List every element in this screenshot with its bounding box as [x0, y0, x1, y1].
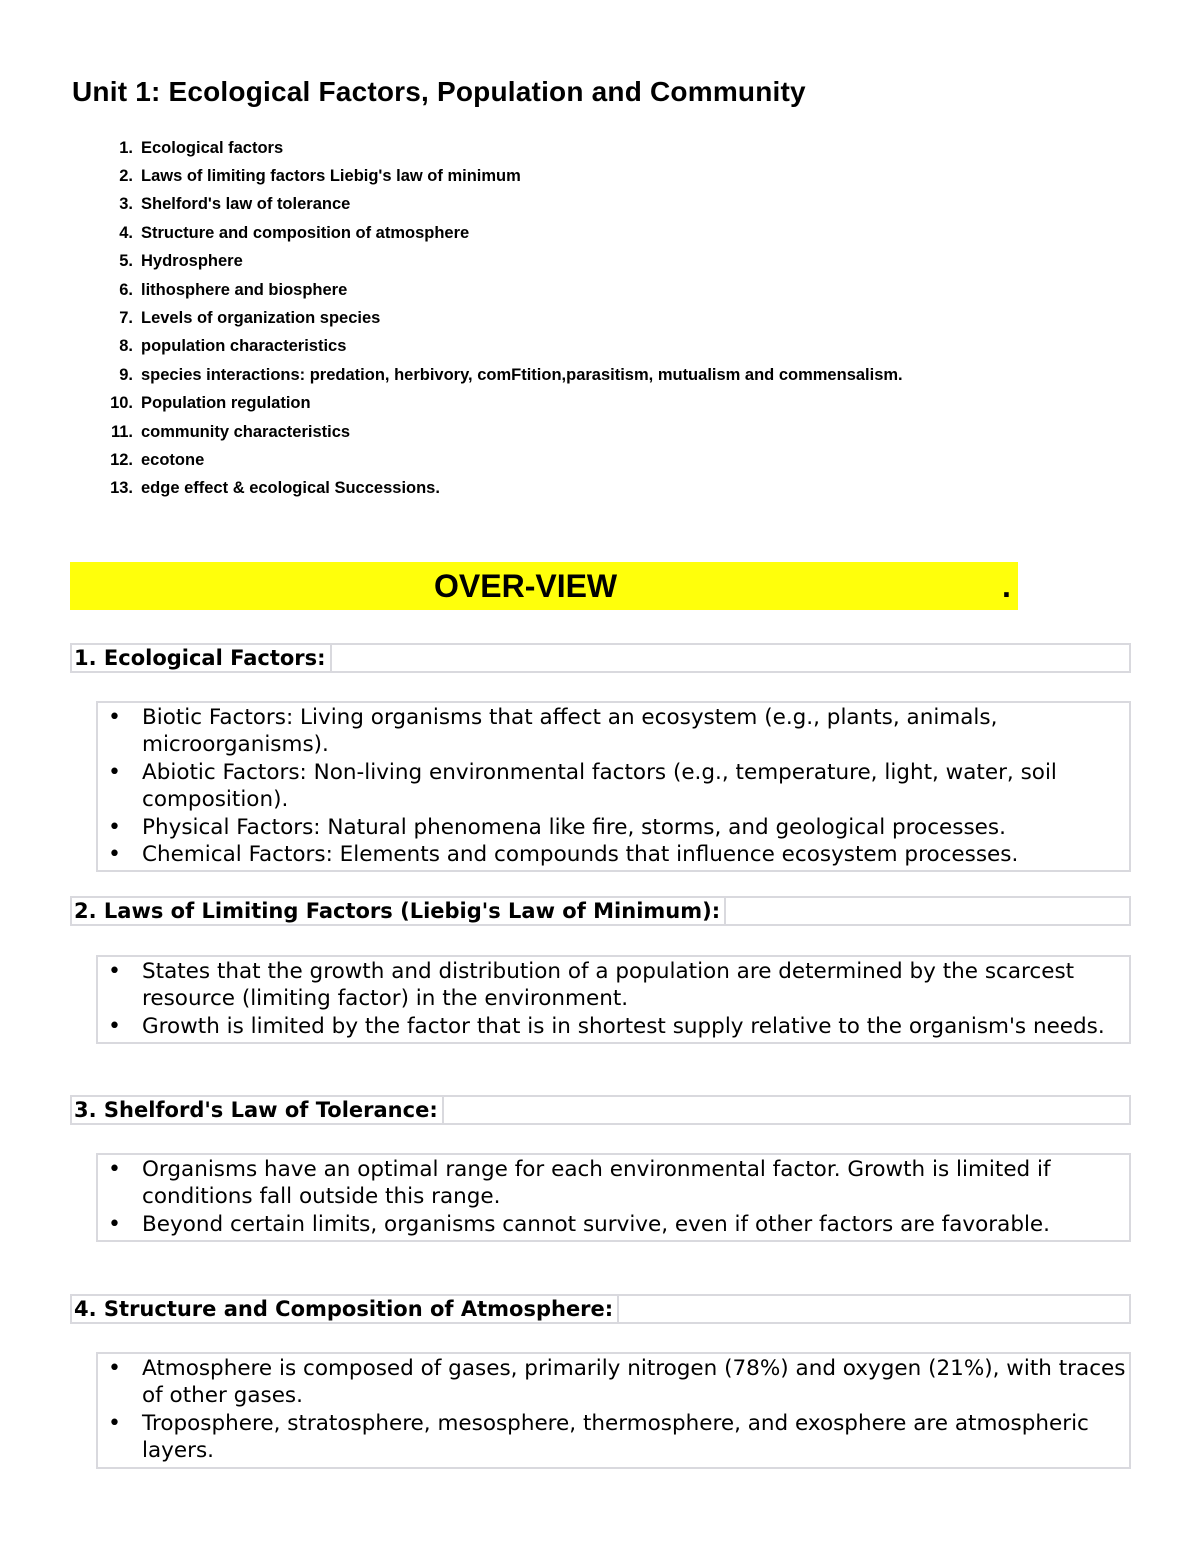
section-bullets — [96, 955, 1131, 1044]
bullet-item: • Atmosphere is composed of gases, primarily nitrogen (78%) and oxygen (21%), with traces of other gases. — [98, 1355, 1129, 1410]
topic-text: Ecological factors — [141, 138, 284, 157]
topic-number: 13. — [110, 479, 133, 498]
topic-text: population characteristics — [141, 337, 347, 356]
topic-item — [72, 276, 903, 304]
bullet-item: • Biotic Factors: Living organisms that affect an ecosystem (e.g., plants, animals, microorganisms). — [98, 704, 1129, 759]
unit-title: Unit 1: Ecological Factors, Population and Community — [72, 76, 806, 107]
section-heading — [70, 896, 1131, 926]
topic-item — [72, 361, 903, 389]
topic-item — [72, 162, 903, 190]
topic-text: community characteristics — [141, 422, 351, 441]
topic-text: Laws of limiting factors Liebig's law of minimum — [141, 167, 521, 186]
topic-text: species interactions: predation, herbivory, comFtition,parasitism, mutualism and commensalism. — [141, 365, 903, 384]
topic-item — [72, 134, 903, 162]
topic-text: Structure and composition of atmosphere — [141, 223, 470, 242]
section-bullets — [96, 1153, 1131, 1242]
topic-number: 3. — [119, 195, 133, 214]
topic-item — [72, 248, 903, 276]
section-bullets — [96, 701, 1131, 872]
section-heading-text: 2. Laws of Limiting Factors (Liebig's Law of Minimum): — [74, 898, 726, 924]
section-bullets — [96, 1352, 1131, 1469]
topic-number: 9. — [119, 365, 133, 384]
bullet-item: • Chemical Factors: Elements and compounds that influence ecosystem processes. — [98, 841, 1129, 868]
topic-item — [72, 219, 903, 247]
topic-number: 12. — [110, 450, 133, 469]
topic-text: edge effect & ecological Successions. — [141, 479, 440, 498]
topic-item — [72, 418, 903, 446]
topic-number: 6. — [119, 280, 133, 299]
topic-text: ecotone — [141, 450, 205, 469]
section-heading-text: 1. Ecological Factors: — [74, 645, 332, 671]
overview-dot: . — [1002, 568, 1011, 604]
overview-banner — [70, 562, 1018, 610]
section-heading — [70, 643, 1131, 673]
topic-number: 8. — [119, 337, 133, 356]
bullet-item: • Troposphere, stratosphere, mesosphere, thermosphere, and exosphere are atmospheric layers. — [98, 1410, 1129, 1465]
topic-text: lithosphere and biosphere — [141, 280, 348, 299]
section-heading — [70, 1294, 1131, 1324]
bullet-item: • Beyond certain limits, organisms cannot survive, even if other factors are favorable. — [98, 1211, 1129, 1238]
topic-number: 4. — [119, 223, 133, 242]
bullet-item: • Abiotic Factors: Non-living environmental factors (e.g., temperature, light, water, soil composition). — [98, 759, 1129, 814]
topic-number: 2. — [119, 167, 133, 186]
topic-text: Population regulation — [141, 394, 311, 413]
topic-text: Shelford's law of tolerance — [141, 195, 351, 214]
section-heading-text: 3. Shelford's Law of Tolerance: — [74, 1097, 444, 1123]
topic-item — [72, 191, 903, 219]
topic-item — [72, 475, 903, 503]
overview-title: OVER-VIEW — [434, 568, 618, 604]
topic-text: Levels of organization species — [141, 309, 381, 328]
bullet-item: • Growth is limited by the factor that is in shortest supply relative to the organism's needs. — [98, 1013, 1129, 1040]
topic-list — [72, 134, 903, 503]
topic-item — [72, 390, 903, 418]
topic-number: 7. — [119, 309, 133, 328]
topic-item — [72, 333, 903, 361]
bullet-item: • Physical Factors: Natural phenomena like fire, storms, and geological processes. — [98, 814, 1129, 841]
topic-item — [72, 304, 903, 332]
topic-text: Hydrosphere — [141, 252, 243, 271]
section-heading — [70, 1095, 1131, 1125]
bullet-item: • Organisms have an optimal range for each environmental factor. Growth is limited if conditions fall outside this range. — [98, 1156, 1129, 1211]
section-heading-text: 4. Structure and Composition of Atmosphere: — [74, 1296, 619, 1322]
bullet-item: • States that the growth and distribution of a population are determined by the scarcest resource (limiting factor) in the environment. — [98, 958, 1129, 1013]
topic-number: 10. — [110, 394, 133, 413]
topic-item — [72, 446, 903, 474]
topic-number: 5. — [119, 252, 133, 271]
topic-number: 11. — [110, 422, 133, 441]
topic-number: 1. — [119, 138, 133, 157]
